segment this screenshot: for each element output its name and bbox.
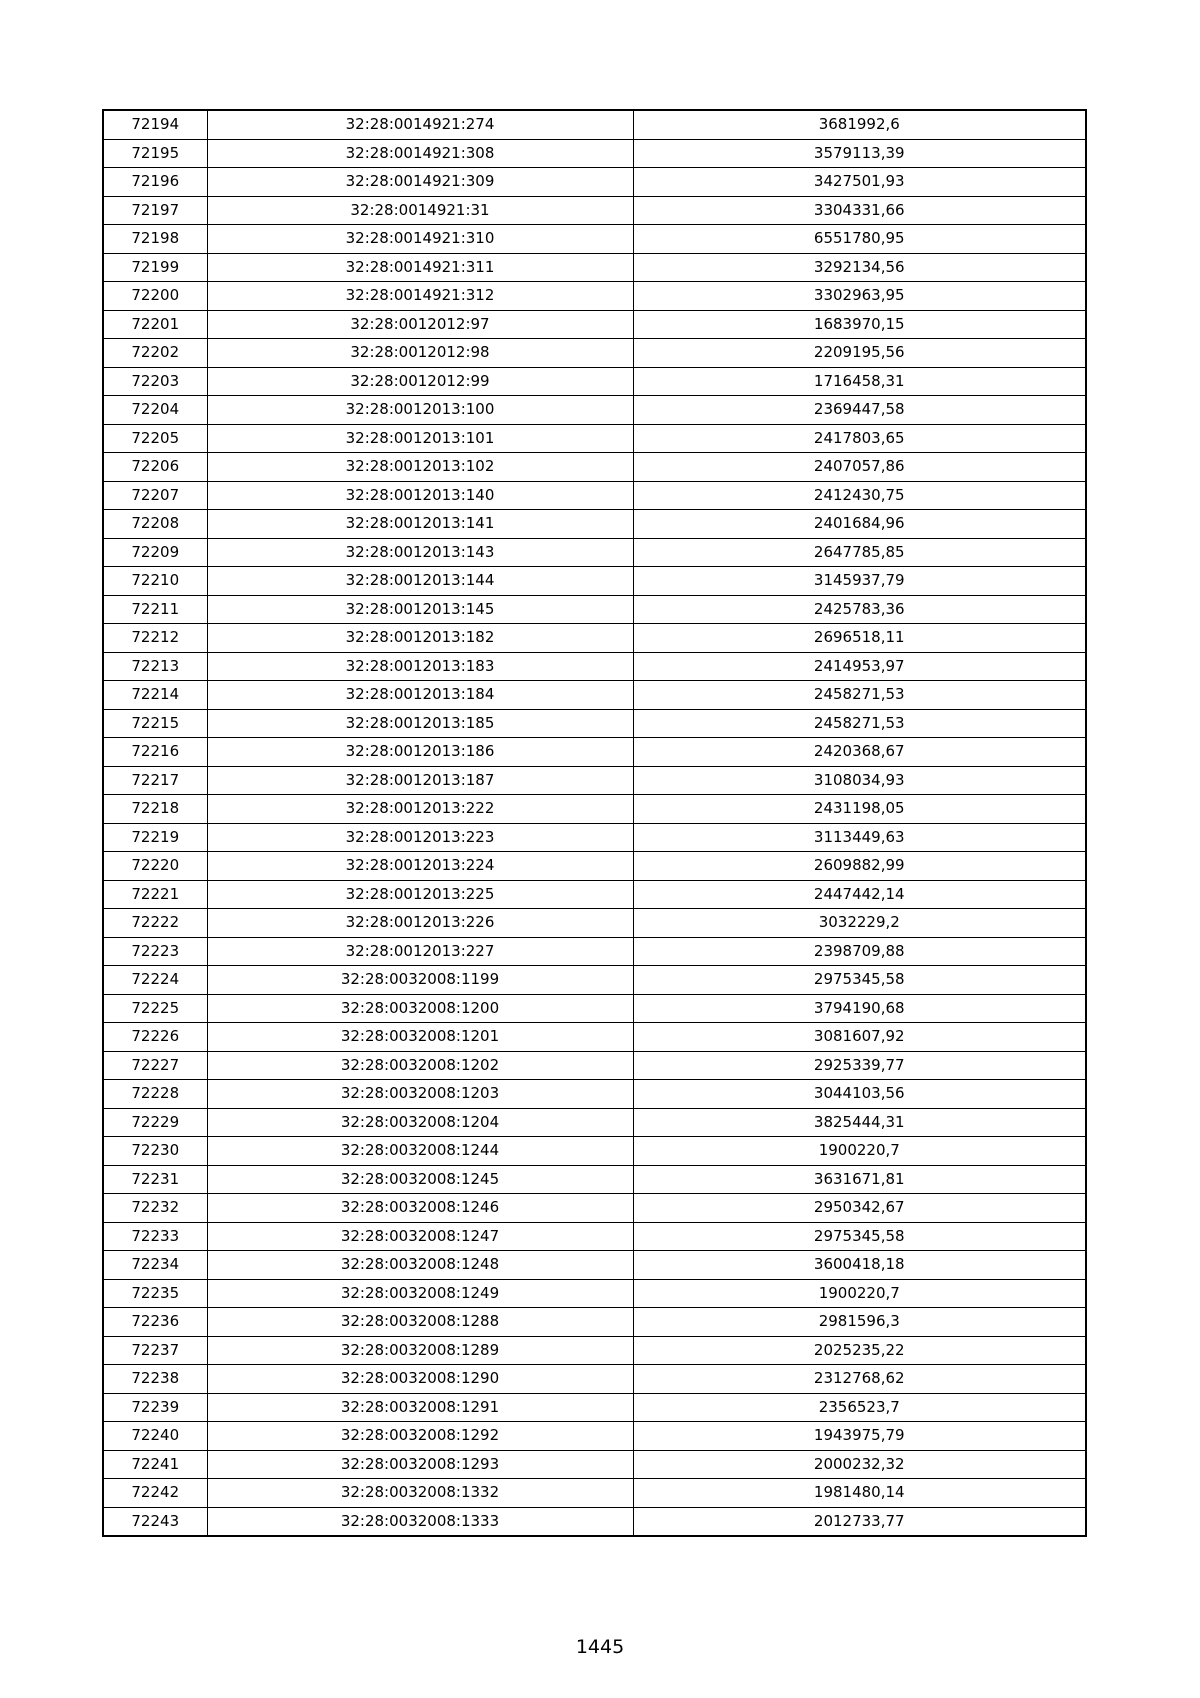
table-row [103,909,1086,938]
row-number-cell: 72219 [103,823,207,852]
cadastral-number-cell: 32:28:0032008:1204 [207,1108,633,1137]
value-cell: 2431198,05 [633,795,1086,824]
cadastral-number-cell: 32:28:0012012:97 [207,310,633,339]
table-row [103,1108,1086,1137]
table-row [103,1422,1086,1451]
value-cell: 2696518,11 [633,624,1086,653]
cadastral-number-cell: 32:28:0032008:1203 [207,1080,633,1109]
cadastral-number-cell: 32:28:0012012:99 [207,367,633,396]
cadastral-number-cell: 32:28:0032008:1290 [207,1365,633,1394]
value-cell: 1683970,15 [633,310,1086,339]
value-cell: 6551780,95 [633,225,1086,254]
value-cell: 2414953,97 [633,652,1086,681]
table-row [103,168,1086,197]
table-row [103,196,1086,225]
cadastral-number-cell: 32:28:0012013:140 [207,481,633,510]
value-cell: 2356523,7 [633,1393,1086,1422]
row-number-cell: 72230 [103,1137,207,1166]
row-number-cell: 72227 [103,1051,207,1080]
table-row [103,880,1086,909]
table-row [103,966,1086,995]
row-number-cell: 72233 [103,1222,207,1251]
cadastral-number-cell: 32:28:0032008:1248 [207,1251,633,1280]
cadastral-number-cell: 32:28:0032008:1247 [207,1222,633,1251]
table-row [103,567,1086,596]
cadastral-number-cell: 32:28:0012013:222 [207,795,633,824]
row-number-cell: 72238 [103,1365,207,1394]
value-cell: 2975345,58 [633,1222,1086,1251]
table-row [103,1165,1086,1194]
cadastral-number-cell: 32:28:0012013:224 [207,852,633,881]
table-row [103,1194,1086,1223]
page-number: 1445 [575,1636,625,1658]
value-cell: 2609882,99 [633,852,1086,881]
value-cell: 2401684,96 [633,510,1086,539]
cadastral-number-cell: 32:28:0032008:1333 [207,1507,633,1536]
value-cell: 2398709,88 [633,937,1086,966]
row-number-cell: 72196 [103,168,207,197]
row-number-cell: 72241 [103,1450,207,1479]
table-row [103,1336,1086,1365]
table-body [103,110,1086,1536]
row-number-cell: 72226 [103,1023,207,1052]
cadastral-number-cell: 32:28:0012013:183 [207,652,633,681]
cadastral-number-cell: 32:28:0014921:309 [207,168,633,197]
row-number-cell: 72237 [103,1336,207,1365]
value-cell: 3032229,2 [633,909,1086,938]
row-number-cell: 72199 [103,253,207,282]
table-row [103,339,1086,368]
cadastral-number-cell: 32:28:0012012:98 [207,339,633,368]
cadastral-number-cell: 32:28:0032008:1249 [207,1279,633,1308]
row-number-cell: 72225 [103,994,207,1023]
table-row [103,538,1086,567]
table-row [103,310,1086,339]
value-cell: 3108034,93 [633,766,1086,795]
value-cell: 2025235,22 [633,1336,1086,1365]
cadastral-number-cell: 32:28:0012013:186 [207,738,633,767]
table-row [103,110,1086,139]
value-cell: 2000232,32 [633,1450,1086,1479]
row-number-cell: 72201 [103,310,207,339]
table-row [103,1137,1086,1166]
table-row [103,139,1086,168]
row-number-cell: 72213 [103,652,207,681]
value-cell: 2407057,86 [633,453,1086,482]
cadastral-number-cell: 32:28:0014921:308 [207,139,633,168]
table-row [103,1365,1086,1394]
table-row [103,738,1086,767]
cadastral-number-cell: 32:28:0012013:145 [207,595,633,624]
row-number-cell: 72243 [103,1507,207,1536]
table-row [103,937,1086,966]
table-row [103,1279,1086,1308]
cadastral-number-cell: 32:28:0014921:31 [207,196,633,225]
row-number-cell: 72231 [103,1165,207,1194]
value-cell: 3302963,95 [633,282,1086,311]
value-cell: 3044103,56 [633,1080,1086,1109]
row-number-cell: 72220 [103,852,207,881]
value-cell: 2647785,85 [633,538,1086,567]
cadastral-number-cell: 32:28:0012013:141 [207,510,633,539]
value-cell: 2950342,67 [633,1194,1086,1223]
cadastral-number-cell: 32:28:0012013:225 [207,880,633,909]
value-cell: 2981596,3 [633,1308,1086,1337]
table-row [103,1308,1086,1337]
cadastral-number-cell: 32:28:0032008:1332 [207,1479,633,1508]
row-number-cell: 72223 [103,937,207,966]
cadastral-number-cell: 32:28:0012013:184 [207,681,633,710]
row-number-cell: 72236 [103,1308,207,1337]
cadastral-number-cell: 32:28:0032008:1202 [207,1051,633,1080]
row-number-cell: 72239 [103,1393,207,1422]
table-row [103,396,1086,425]
value-cell: 3304331,66 [633,196,1086,225]
table-row [103,823,1086,852]
row-number-cell: 72214 [103,681,207,710]
table-row [103,367,1086,396]
cadastral-number-cell: 32:28:0032008:1288 [207,1308,633,1337]
row-number-cell: 72203 [103,367,207,396]
value-cell: 3292134,56 [633,253,1086,282]
cadastral-number-cell: 32:28:0032008:1245 [207,1165,633,1194]
cadastral-number-cell: 32:28:0012013:102 [207,453,633,482]
cadastral-number-cell: 32:28:0012013:227 [207,937,633,966]
row-number-cell: 72232 [103,1194,207,1223]
value-cell: 2447442,14 [633,880,1086,909]
cadastral-number-cell: 32:28:0014921:312 [207,282,633,311]
row-number-cell: 72216 [103,738,207,767]
value-cell: 3631671,81 [633,1165,1086,1194]
table-row [103,481,1086,510]
row-number-cell: 72195 [103,139,207,168]
row-number-cell: 72218 [103,795,207,824]
table-row [103,1023,1086,1052]
row-number-cell: 72229 [103,1108,207,1137]
row-number-cell: 72242 [103,1479,207,1508]
row-number-cell: 72205 [103,424,207,453]
row-number-cell: 72224 [103,966,207,995]
value-cell: 3081607,92 [633,1023,1086,1052]
cadastral-number-cell: 32:28:0032008:1201 [207,1023,633,1052]
cadastral-number-cell: 32:28:0032008:1292 [207,1422,633,1451]
value-cell: 2412430,75 [633,481,1086,510]
table-row [103,1051,1086,1080]
value-cell: 1900220,7 [633,1279,1086,1308]
row-number-cell: 72197 [103,196,207,225]
row-number-cell: 72207 [103,481,207,510]
value-cell: 3681992,6 [633,110,1086,139]
cadastral-number-cell: 32:28:0032008:1291 [207,1393,633,1422]
cadastral-number-cell: 32:28:0012013:100 [207,396,633,425]
cadastral-number-cell: 32:28:0032008:1244 [207,1137,633,1166]
value-cell: 2012733,77 [633,1507,1086,1536]
value-cell: 3113449,63 [633,823,1086,852]
value-cell: 1900220,7 [633,1137,1086,1166]
row-number-cell: 72215 [103,709,207,738]
cadastral-number-cell: 32:28:0014921:274 [207,110,633,139]
table-row [103,1251,1086,1280]
row-number-cell: 72234 [103,1251,207,1280]
row-number-cell: 72221 [103,880,207,909]
row-number-cell: 72211 [103,595,207,624]
cadastral-number-cell: 32:28:0012013:182 [207,624,633,653]
row-number-cell: 72198 [103,225,207,254]
table-row [103,852,1086,881]
value-cell: 2417803,65 [633,424,1086,453]
row-number-cell: 72208 [103,510,207,539]
row-number-cell: 72194 [103,110,207,139]
value-cell: 2425783,36 [633,595,1086,624]
value-cell: 2209195,56 [633,339,1086,368]
table-row [103,1080,1086,1109]
value-cell: 1943975,79 [633,1422,1086,1451]
cadastre-value-table [102,109,1087,1537]
value-cell: 3825444,31 [633,1108,1086,1137]
value-cell: 3600418,18 [633,1251,1086,1280]
row-number-cell: 72217 [103,766,207,795]
table-row [103,1450,1086,1479]
value-cell: 2312768,62 [633,1365,1086,1394]
table-row [103,795,1086,824]
value-cell: 2458271,53 [633,709,1086,738]
cadastral-number-cell: 32:28:0032008:1246 [207,1194,633,1223]
table-row [103,624,1086,653]
table-row [103,1507,1086,1536]
value-cell: 2458271,53 [633,681,1086,710]
row-number-cell: 72209 [103,538,207,567]
cadastral-number-cell: 32:28:0012013:187 [207,766,633,795]
row-number-cell: 72204 [103,396,207,425]
table-row [103,225,1086,254]
cadastral-number-cell: 32:28:0012013:185 [207,709,633,738]
cadastral-number-cell: 32:28:0032008:1289 [207,1336,633,1365]
row-number-cell: 72222 [103,909,207,938]
value-cell: 2369447,58 [633,396,1086,425]
cadastral-number-cell: 32:28:0032008:1200 [207,994,633,1023]
cadastral-number-cell: 32:28:0012013:143 [207,538,633,567]
value-cell: 2420368,67 [633,738,1086,767]
table-row [103,709,1086,738]
table-row [103,424,1086,453]
row-number-cell: 72240 [103,1422,207,1451]
row-number-cell: 72212 [103,624,207,653]
value-cell: 2925339,77 [633,1051,1086,1080]
table-row [103,253,1086,282]
table-row [103,453,1086,482]
value-cell: 3145937,79 [633,567,1086,596]
cadastral-number-cell: 32:28:0012013:226 [207,909,633,938]
table-row [103,510,1086,539]
table-row [103,994,1086,1023]
table-row [103,652,1086,681]
table-row [103,681,1086,710]
row-number-cell: 72202 [103,339,207,368]
cadastral-number-cell: 32:28:0014921:311 [207,253,633,282]
value-cell: 3794190,68 [633,994,1086,1023]
value-cell: 3427501,93 [633,168,1086,197]
cadastral-number-cell: 32:28:0032008:1293 [207,1450,633,1479]
table-row [103,595,1086,624]
table-row [103,282,1086,311]
cadastral-number-cell: 32:28:0012013:144 [207,567,633,596]
value-cell: 1981480,14 [633,1479,1086,1508]
row-number-cell: 72235 [103,1279,207,1308]
cadastral-number-cell: 32:28:0012013:101 [207,424,633,453]
table-row [103,1393,1086,1422]
cadastral-number-cell: 32:28:0012013:223 [207,823,633,852]
row-number-cell: 72206 [103,453,207,482]
value-cell: 1716458,31 [633,367,1086,396]
value-cell: 3579113,39 [633,139,1086,168]
row-number-cell: 72200 [103,282,207,311]
row-number-cell: 72210 [103,567,207,596]
row-number-cell: 72228 [103,1080,207,1109]
cadastral-number-cell: 32:28:0014921:310 [207,225,633,254]
table-row [103,1222,1086,1251]
value-cell: 2975345,58 [633,966,1086,995]
table-row [103,1479,1086,1508]
cadastral-number-cell: 32:28:0032008:1199 [207,966,633,995]
table-row [103,766,1086,795]
